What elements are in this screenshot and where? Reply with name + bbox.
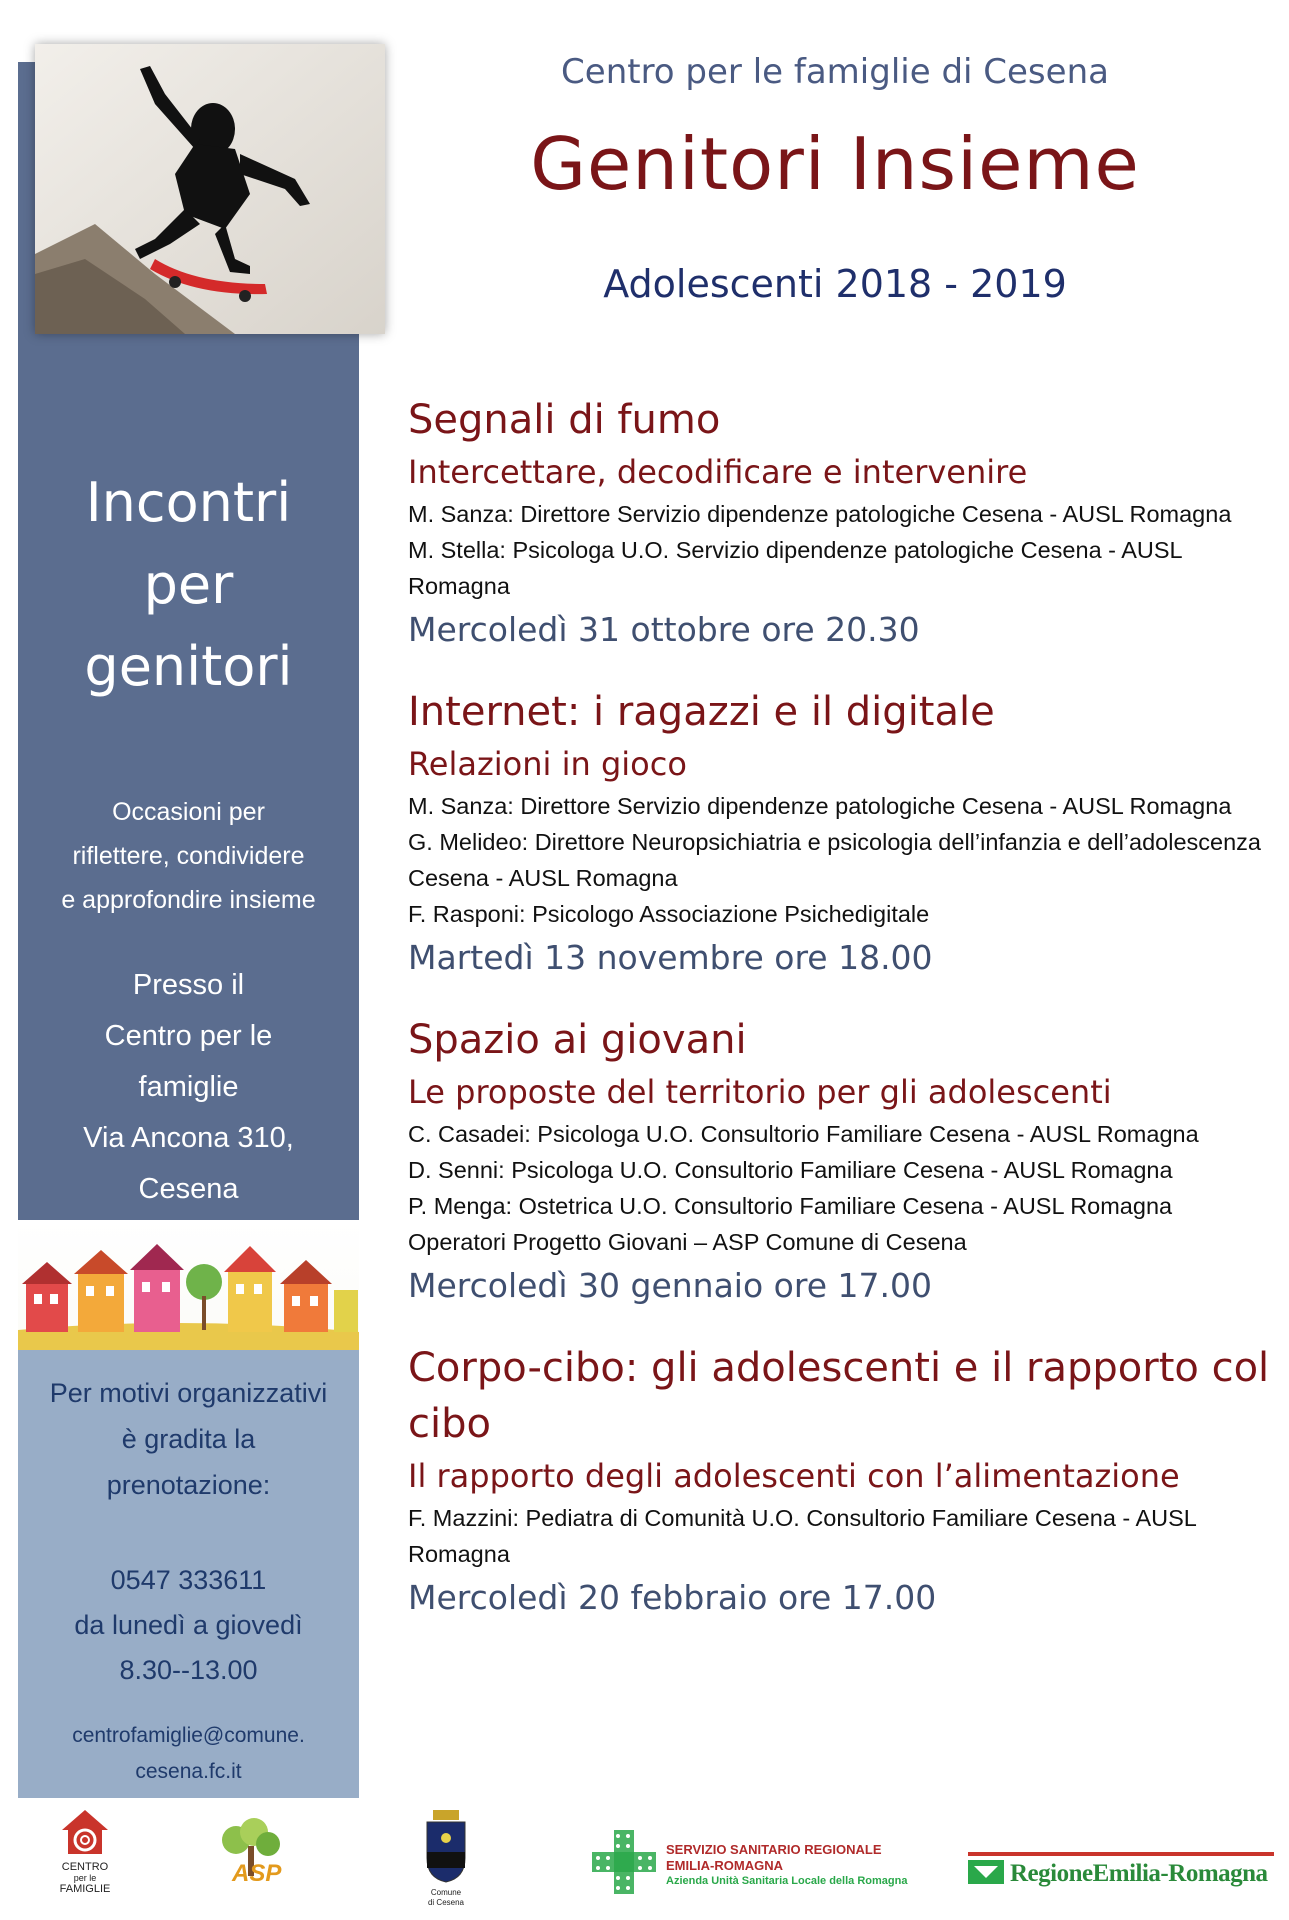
regione-logo-text: RegioneEmilia-Romagna <box>1010 1860 1268 1887</box>
event-speaker: Operatori Progetto Giovani – ASP Comune di Cesena <box>408 1229 967 1255</box>
comune-logo-line2: di Cesena <box>427 1898 465 1907</box>
event-subtitle: Relazioni in gioco <box>408 745 687 783</box>
event-title: Segnali di fumo <box>408 397 721 443</box>
ssr-logo-line3: Azienda Unità Sanitaria Locale della Romagna <box>666 1875 908 1887</box>
event-title: Internet: i ragazzi e il digitale <box>408 689 995 735</box>
event-speaker: F. Rasponi: Psicologo Associazione Psichedigitale <box>408 901 930 927</box>
event-subtitle: Le proposte del territorio per gli adolescenti <box>408 1073 1112 1111</box>
event-date: Mercoledì 30 gennaio ore 17.00 <box>408 1266 932 1305</box>
coat-of-arms-icon <box>421 1808 471 1884</box>
events-list <box>408 392 1278 1652</box>
ssr-logo-line2: EMILIA-ROMAGNA <box>666 1858 783 1873</box>
ssr-logo-line1: SERVIZIO SANITARIO REGIONALE <box>666 1842 882 1857</box>
event-speaker: M. Stella: Psicologa U.O. Servizio dipendenze patologiche Cesena - AUSL Romagna <box>408 537 1182 599</box>
booking-note: Per motivi organizzativi è gradita la prenotazione: <box>49 1378 328 1500</box>
asp-logo <box>196 1814 316 1898</box>
centro-famiglie-logo <box>52 1808 118 1900</box>
event-date: Mercoledì 31 ottobre ore 20.30 <box>408 610 920 649</box>
event-speaker: D. Senni: Psicologa U.O. Consultorio Familiare Cesena - AUSL Romagna <box>408 1157 1173 1183</box>
event-speaker: P. Menga: Ostetrica U.O. Consultorio Familiare Cesena - AUSL Romagna <box>408 1193 1173 1219</box>
event-speaker: F. Mazzini: Pediatra di Comunità U.O. Consultorio Familiare Cesena - AUSL Romagna <box>408 1505 1196 1567</box>
event-item <box>408 1012 1278 1312</box>
event-title: Spazio ai giovani <box>408 1017 747 1063</box>
ssr-logo <box>590 1828 920 1896</box>
event-date: Martedì 13 novembre ore 18.00 <box>408 938 933 977</box>
event-date: Mercoledì 20 febbraio ore 17.00 <box>408 1578 937 1617</box>
organization-name: Centro per le famiglie di Cesena <box>561 52 1109 92</box>
centro-logo-line2: per le <box>73 1873 97 1883</box>
event-speaker: M. Sanza: Direttore Servizio dipendenze patologiche Cesena - AUSL Romagna <box>408 501 1232 527</box>
event-title: Corpo-cibo: gli adolescenti e il rapporto col cibo <box>408 1345 1270 1447</box>
event-speaker: M. Sanza: Direttore Servizio dipendenze patologiche Cesena - AUSL Romagna <box>408 793 1232 819</box>
event-item <box>408 1340 1278 1624</box>
skateboarder-photo <box>35 44 385 334</box>
asp-logo-text: ASP <box>232 1860 282 1887</box>
event-subtitle: Il rapporto degli adolescenti con l’alimentazione <box>408 1457 1180 1495</box>
event-speaker: C. Casadei: Psicologa U.O. Consultorio Familiare Cesena - AUSL Romagna <box>408 1121 1199 1147</box>
sidebar-location: Presso il Centro per le famiglie Via Ancona 310, Cesena <box>83 969 294 1205</box>
sidebar-title: Incontri per genitori <box>84 471 293 698</box>
comune-logo-line1: Comune <box>430 1888 462 1897</box>
sidebar-subtitle: Occasioni per riflettere, condividere e approfondire insieme <box>61 798 316 914</box>
event-item <box>408 392 1278 656</box>
contact-email[interactable]: centrofamiglie@comune. cesena.fc.it <box>72 1724 305 1783</box>
event-subtitle: Intercettare, decodificare e intervenire <box>408 453 1028 491</box>
page-subtitle: Adolescenti 2018 - 2019 <box>603 262 1067 306</box>
contact-phone-hours: 0547 333611 da lunedì a giovedì 8.30--13.00 <box>74 1565 303 1685</box>
regione-emilia-romagna-logo <box>968 1852 1274 1892</box>
comune-cesena-logo <box>420 1808 472 1918</box>
page-title: Genitori Insieme <box>530 122 1140 206</box>
house-spiral-icon <box>60 1808 110 1856</box>
centro-logo-line1: CENTRO <box>61 1861 109 1873</box>
event-item <box>408 684 1278 984</box>
dotted-cross-icon <box>590 1828 658 1896</box>
town-illustration <box>18 1220 359 1350</box>
centro-logo-line3: FAMIGLIE <box>59 1883 111 1895</box>
event-speaker: G. Melideo: Direttore Neuropsichiatria e psicologia dell’infanzia e dell’adolescenza Cesena - AUSL Romagna <box>408 829 1261 891</box>
